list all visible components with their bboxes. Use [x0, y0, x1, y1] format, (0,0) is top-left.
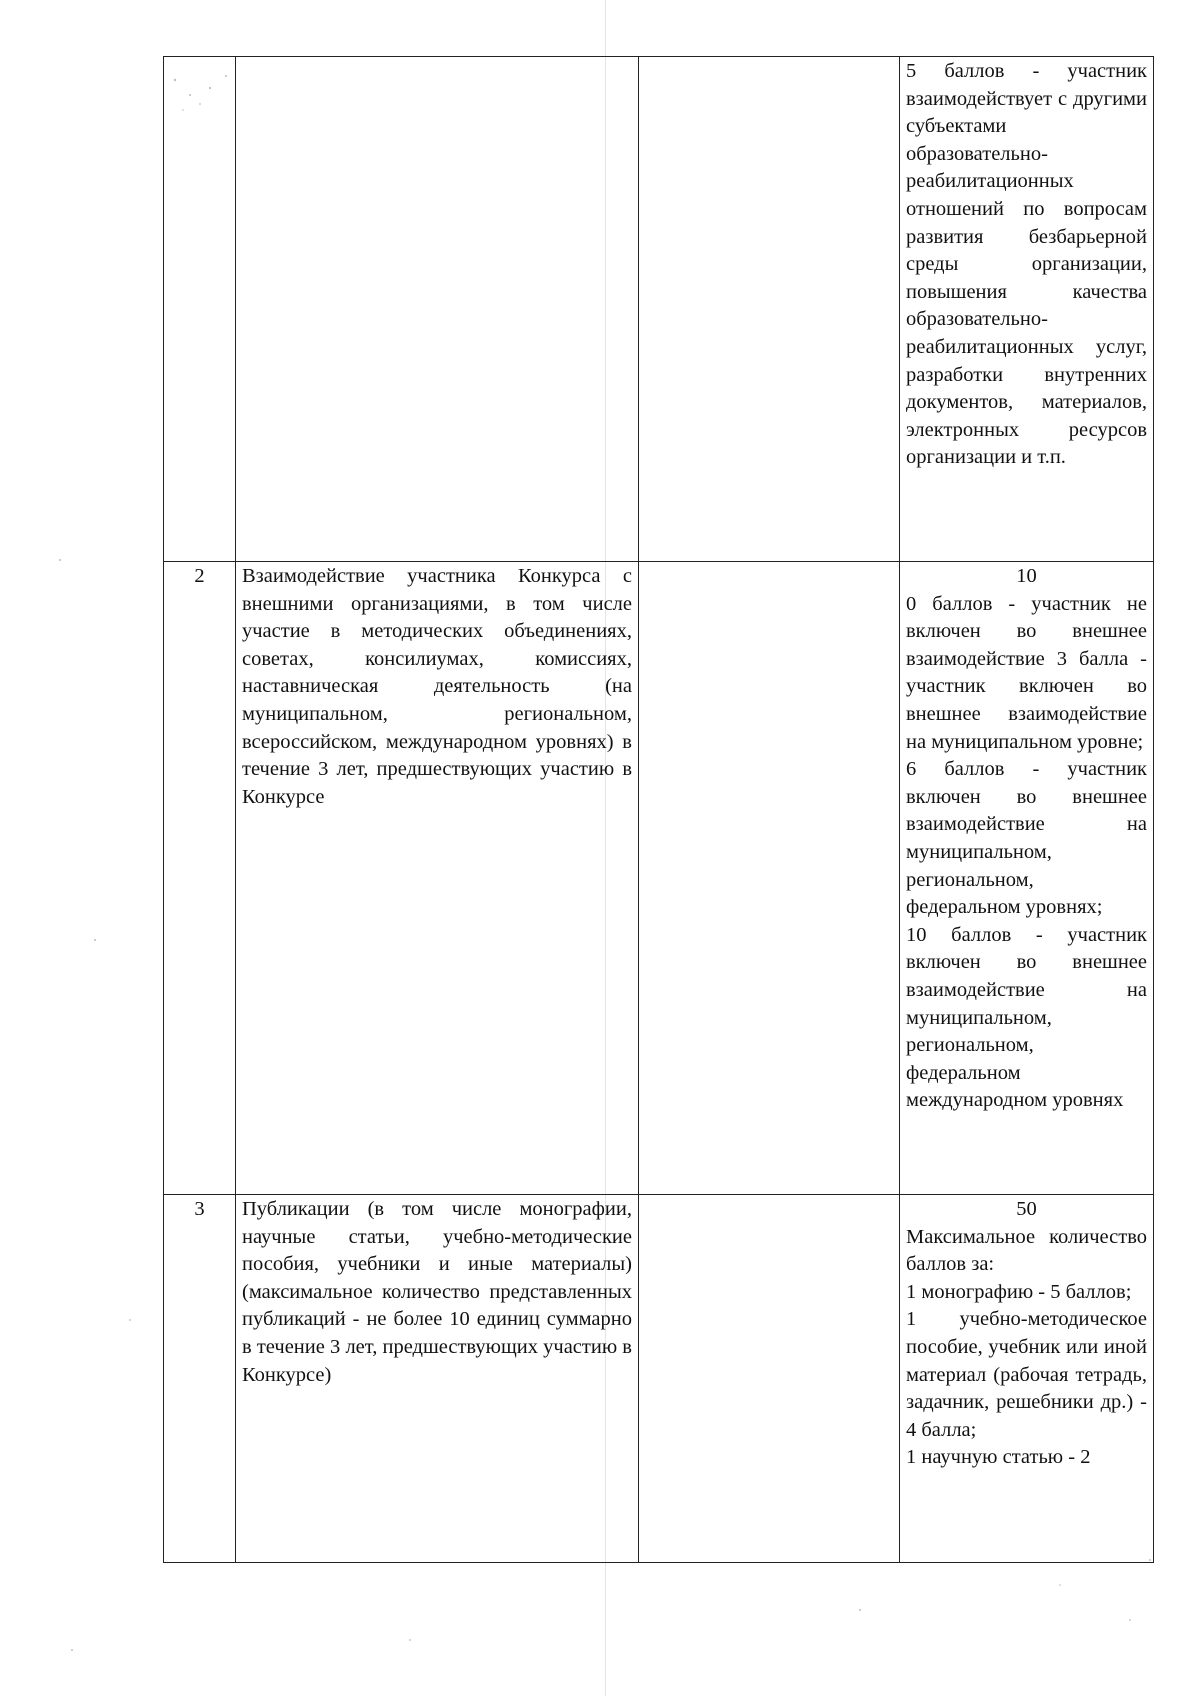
criterion-description: Взаимодействие участника Конкурса с внешними организациями, в том числе участие в методических объединениях, советах, консилиумах, комиссиях, наставническая деятельность (на муниципальном, региональном, всероссийском, международном уровнях) в течение 3 лет, предшествующих участию в Конкурсе [236, 562, 639, 1195]
evidence-cell [639, 562, 900, 1195]
criteria-table [163, 56, 1154, 1563]
row-number [164, 57, 236, 562]
table-row [164, 1195, 1154, 1563]
score-line: Максимальное количество баллов за: [906, 1225, 1147, 1276]
max-score: 10 [1016, 565, 1037, 587]
score-line: 0 баллов - участник не включен во внешнее взаимодействие 3 балла - участник включен во внешнее взаимодействие на муниципальном уровне; [906, 592, 1147, 753]
score-line: 1 учебно-методическое пособие, учебник или иной материал (рабочая тетрадь, задачник, решебники др.) - 4 балла; [906, 1308, 1147, 1441]
score-cell [900, 57, 1154, 562]
score-cell [900, 562, 1154, 1195]
evidence-cell [639, 1195, 900, 1563]
row-number: 2 [164, 562, 236, 1195]
score-line: 5 баллов - участник взаимодействует с другими субъектами образовательно-реабилитационных отношений по вопросам развития безбарьерной среды организации, повышения качества образовательно-реабилитационных услуг, разработки внутренних документов, материалов, электронных ресурсов организации и т.п. [906, 60, 1147, 469]
criterion-description [236, 57, 639, 562]
table-row [164, 57, 1154, 562]
score-line: 6 баллов - участник включен во внешнее взаимодействие на муниципальном, региональном, федеральном уровнях; [906, 758, 1147, 919]
score-line: 1 монографию - 5 баллов; [906, 1280, 1132, 1303]
score-line: 1 научную статью - 2 [906, 1446, 1091, 1469]
max-score: 50 [1016, 1198, 1037, 1220]
table-row [164, 562, 1154, 1195]
row-number: 3 [164, 1195, 236, 1563]
score-line: 10 баллов - участник включен во внешнее взаимодействие на муниципальном, региональном, федеральном международном уровнях [906, 923, 1147, 1112]
criterion-description: Публикации (в том числе монографии, научные статьи, учебно-методические пособия, учебники и иные материалы) (максимальное количество представленных публикаций - не более 10 единиц суммарно в течение 3 лет, предшествующих участию в Конкурсе) [236, 1195, 639, 1563]
evidence-cell [639, 57, 900, 562]
score-cell [900, 1195, 1154, 1563]
